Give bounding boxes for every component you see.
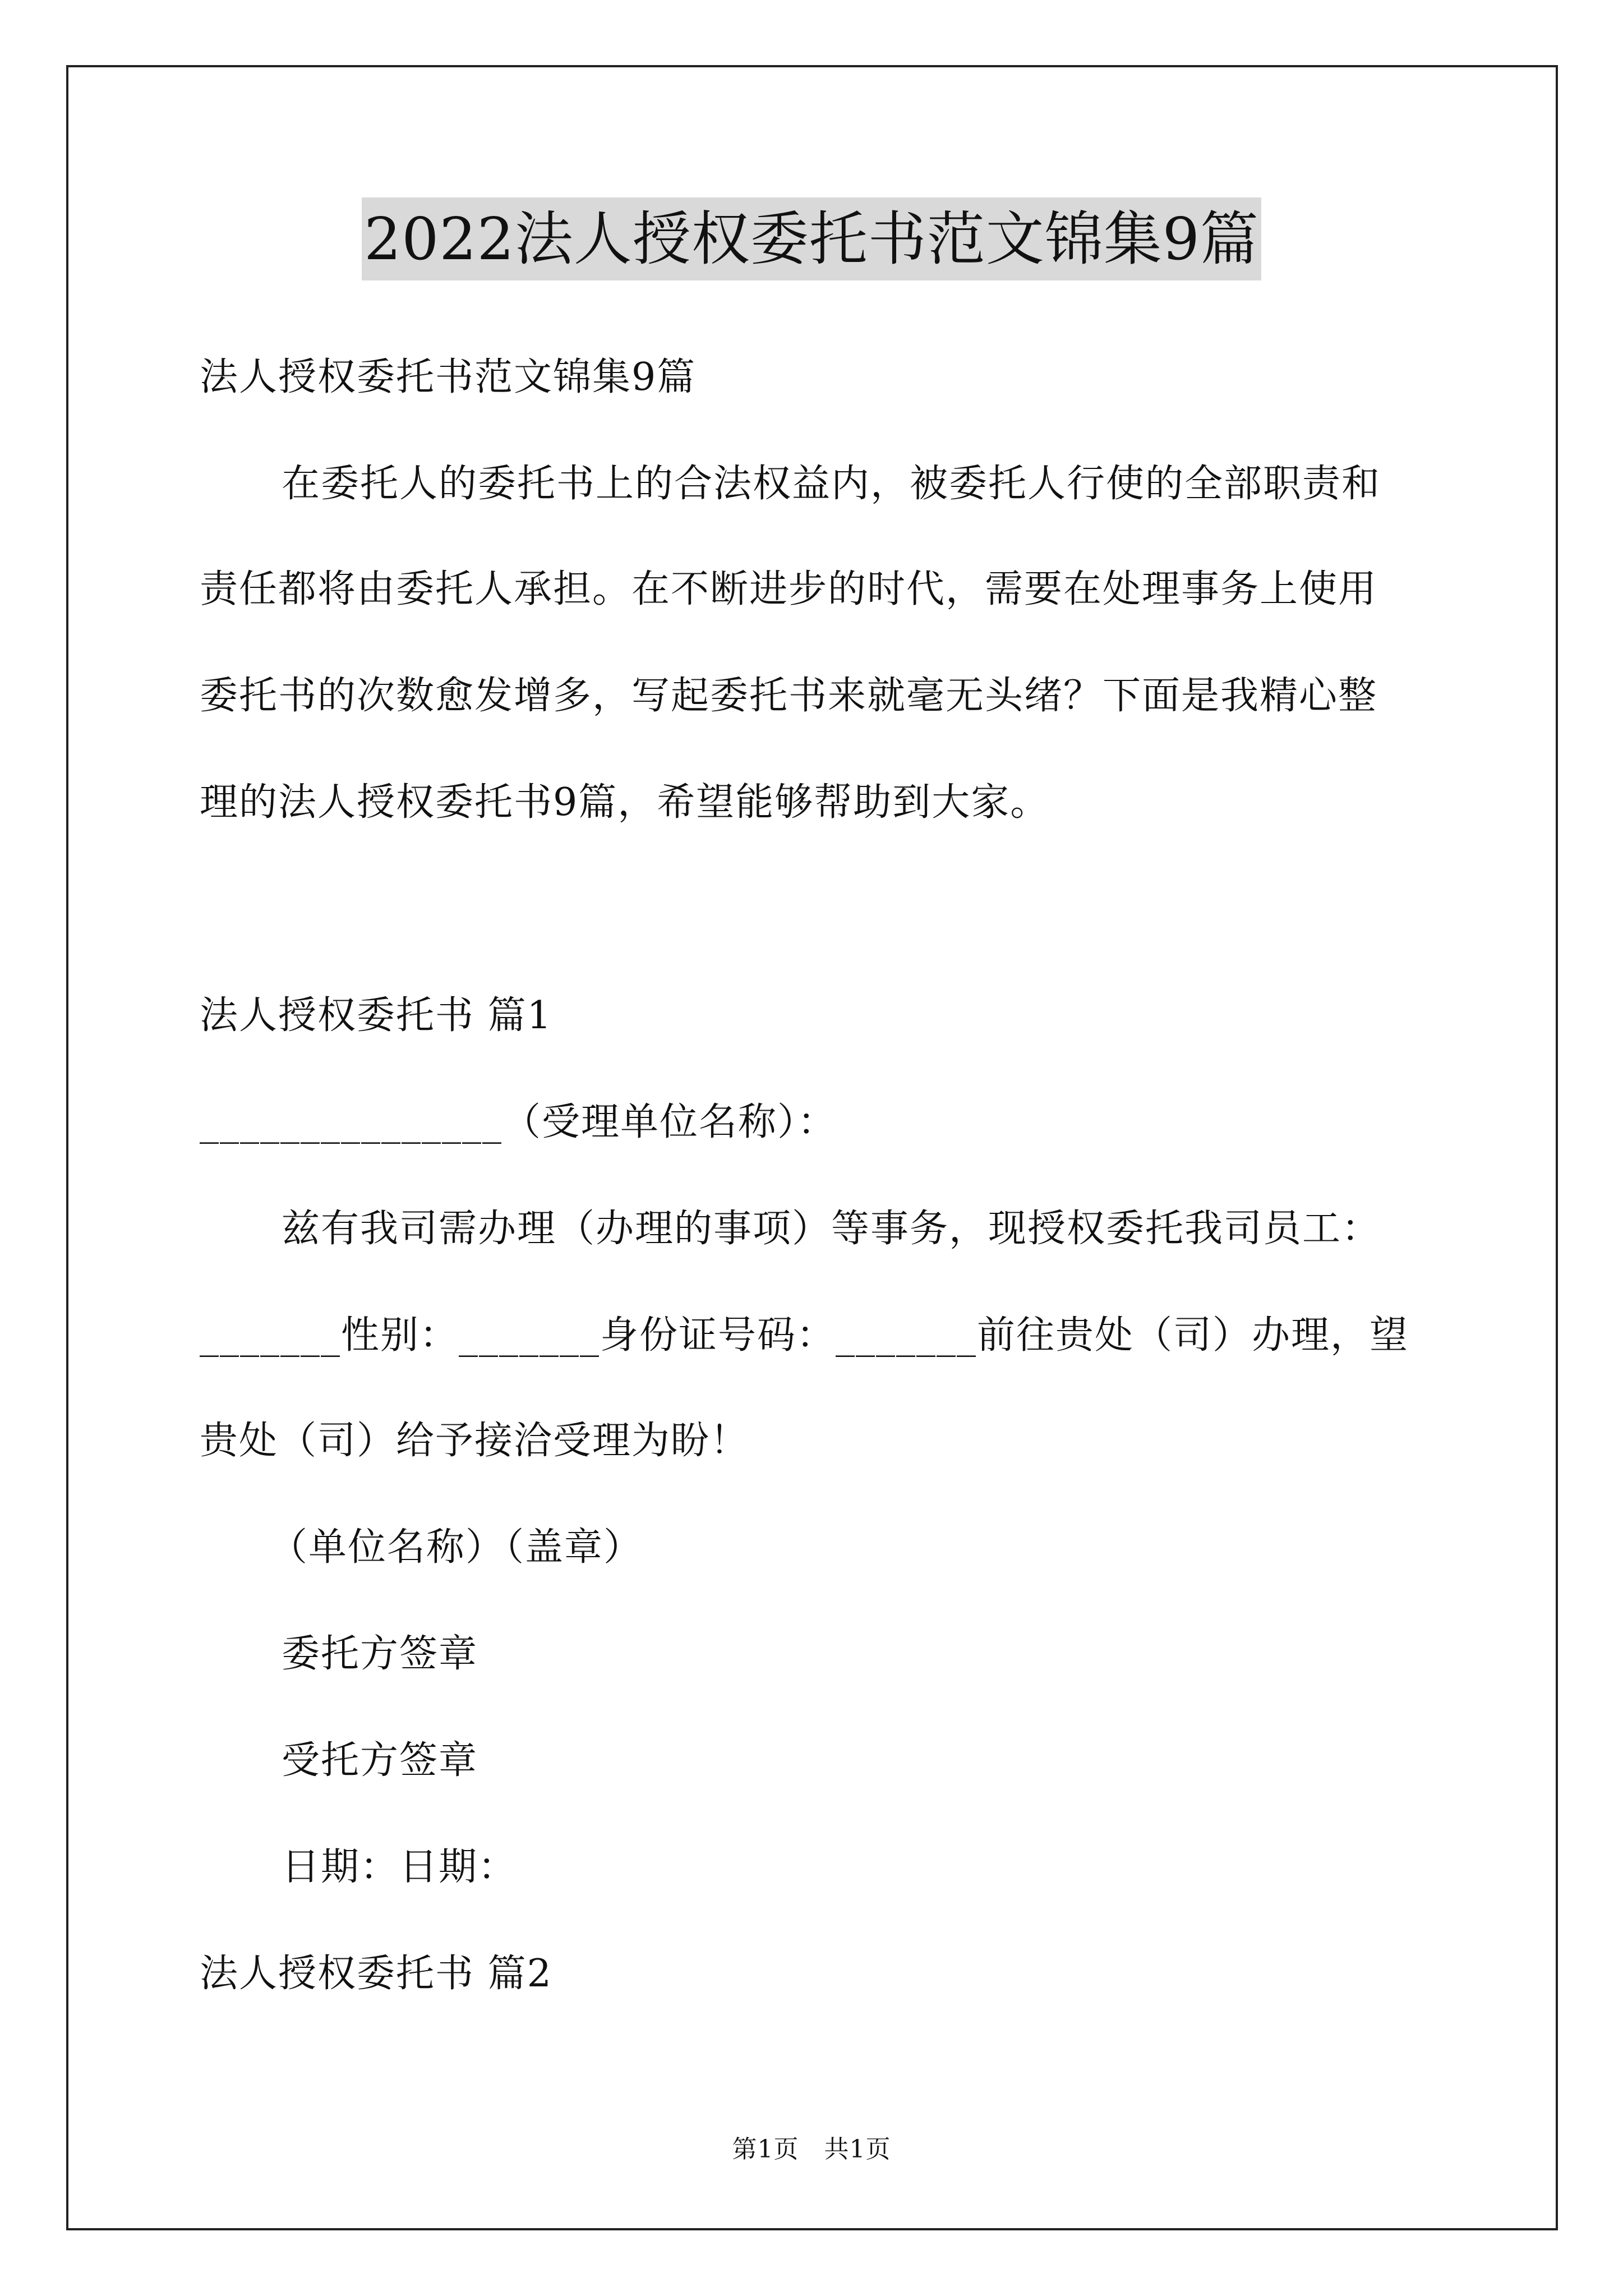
intro-line-2: 责任都将由委托人承担。在不断进步的时代，需要在处理事务上使用 bbox=[200, 567, 1378, 611]
document-title-wrap bbox=[0, 197, 1623, 280]
document-subtitle: 法人授权委托书范文锦集9篇 bbox=[200, 355, 697, 399]
intro-line-3: 委托书的次数愈发增多，写起委托书来就毫无头绪？下面是我精心整 bbox=[200, 674, 1378, 718]
section1-body-line-1: 兹有我司需办理（办理的事项）等事务，现授权委托我司员工： bbox=[282, 1207, 1381, 1251]
intro-line-1: 在委托人的委托书上的合法权益内，被委托人行使的全部职责和 bbox=[282, 462, 1381, 506]
page-footer: 第1页 共1页 bbox=[732, 2135, 891, 2164]
section1-heading: 法人授权委托书 篇1 bbox=[200, 993, 552, 1038]
section1-body-line-2: _______性别：_______身份证号码：_______前往贵处（司）办理，望 bbox=[200, 1313, 1409, 1358]
section1-body-line-3: 贵处（司）给予接洽受理为盼！ bbox=[200, 1419, 750, 1463]
section1-agent-sign: 受托方签章 bbox=[282, 1738, 478, 1783]
document-title: 2022法人授权委托书范文锦集9篇 bbox=[362, 197, 1261, 280]
section1-unit-seal: （单位名称）（盖章） bbox=[269, 1525, 643, 1570]
section1-principal-sign: 委托方签章 bbox=[282, 1632, 478, 1676]
section1-recipient: _______________（受理单位名称）： bbox=[200, 1100, 837, 1144]
intro-line-4: 理的法人授权委托书9篇，希望能够帮助到大家。 bbox=[200, 780, 1050, 825]
section1-dates: 日期：日期： bbox=[282, 1845, 518, 1889]
section2-heading: 法人授权委托书 篇2 bbox=[200, 1952, 552, 1996]
